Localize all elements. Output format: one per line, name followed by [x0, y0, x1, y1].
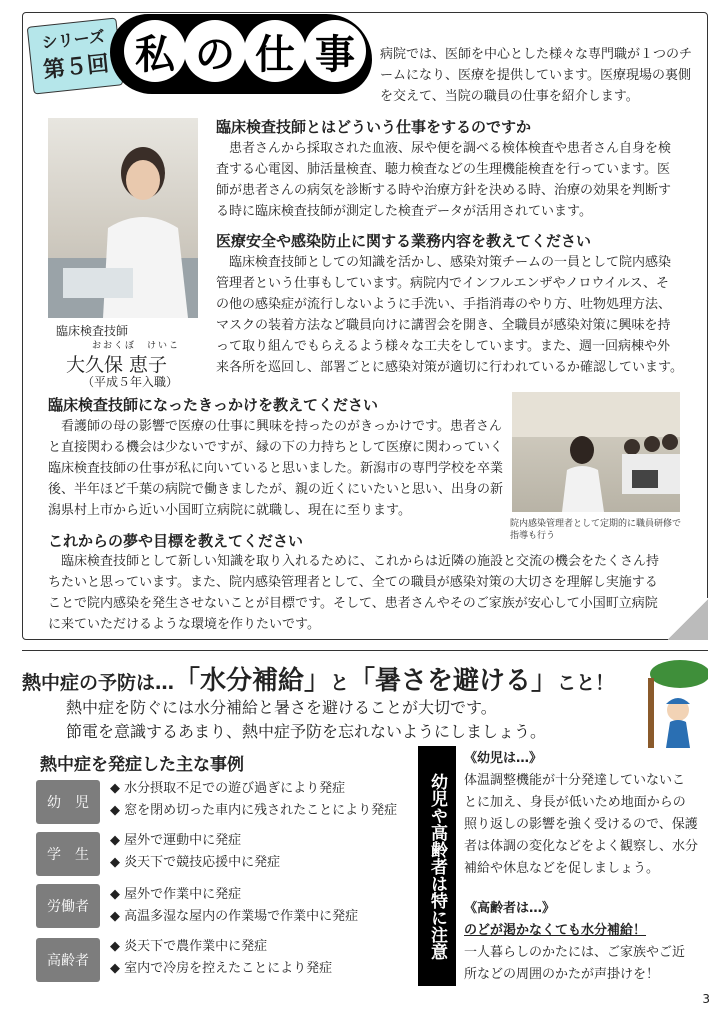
elderly-cases — [110, 936, 332, 980]
cases-heading: 熱中症を発症した主な事例 — [40, 755, 244, 775]
q2-body — [216, 252, 706, 378]
q1-body — [216, 138, 704, 222]
heatstroke-title-mid: と — [330, 672, 350, 694]
profile-furigana: おおくぼ けいこ — [92, 341, 181, 351]
profile-role: 臨床検査技師 — [56, 324, 129, 338]
series-label: シリーズ — [40, 26, 106, 53]
case-item: ◆ 屋外で運動中に発症 — [110, 833, 242, 848]
intro-text: 病院では、医師を中心とした様々な専門職が１つのチームになり、医療を提供しています。医療現場の裏側を交えて、当院の職員の仕事を紹介します。 — [380, 47, 693, 104]
q4-line: に来ていただけるような環境を作りたいです。 — [48, 617, 320, 632]
infant-cases — [110, 778, 397, 822]
q4-line: 臨床検査技師として新しい知識を取り入れるために、これからは近隣の施設と交流の機会をたくさん持 — [61, 554, 660, 569]
worker-cases — [110, 884, 358, 928]
section-divider — [22, 650, 708, 651]
q2-line: マスクの装着方法など職員向けに講習会を開き、全職員が感染対策に興味を持 — [216, 318, 671, 333]
q2-line: 管理者という仕事もしています。病院内でインフルエンザやノロウイルス、そ — [216, 276, 670, 291]
title-char: の — [184, 20, 246, 82]
student-cases — [110, 830, 280, 874]
case-item: ◆ 室内で冷房を控えたことにより発症 — [110, 961, 333, 976]
infant-advice — [464, 748, 706, 880]
case-item: ◆ 屋外で作業中に発症 — [110, 887, 242, 902]
q4-line: ちたいと思っています。また、院内感染管理者として、全ての職員が感染対策の大切さを理解し実施する — [48, 575, 658, 590]
infant-advice-line: とに加え、身長が低いため地面からの — [464, 795, 686, 810]
infant-advice-title: 《幼児は…》 — [464, 751, 543, 766]
heatstroke-title-post: こと！ — [557, 672, 615, 694]
q2-line: 来各所を巡回し、部署ごとに感染対策が適切に行われているか確認しています。 — [216, 360, 683, 375]
category-worker: 労働者 — [36, 884, 100, 928]
infant-advice-line: 体温調整機能が十分発達していないこ — [464, 773, 686, 788]
q4-heading: これからの夢や目標を教えてください — [48, 532, 304, 550]
case-item: ◆ 窓を閉め切った車内に残されたことにより発症 — [110, 803, 398, 818]
series-badge — [27, 17, 124, 94]
infant-advice-line: 者は体調の変化などをよく観察し、水分 — [464, 839, 699, 854]
elderly-advice-line: 所などの周囲のかたが声掛けを！ — [464, 967, 660, 982]
training-photo — [512, 392, 680, 512]
heatstroke-message-2: 節電を意識するあまり、熱中症予防を忘れないようにしましょう。 — [66, 722, 547, 741]
q1-line: 師が患者さんの病気を診断する時や治療方針を決める時、治療の効果を判断す — [216, 183, 672, 198]
title-char: 仕 — [244, 20, 306, 82]
caution-banner: 幼児や高齢者は特に注意 — [418, 746, 456, 986]
infant-advice-line: 補給や休息などを促しましょう。 — [464, 861, 660, 876]
q2-line: って取り組んでもらえるよう様々な工夫をしています。また、週一回病棟や外 — [216, 339, 670, 354]
q1-line: 患者さんから採取された血液、尿や便を調べる検体検査や患者さん自身を検 — [229, 141, 672, 156]
elderly-advice-sub: のどが渇かなくても水分補給！ — [464, 923, 647, 938]
heatstroke-title-q2: 「暑さを避ける」 — [349, 666, 558, 696]
elderly-advice-line: 一人暮らしのかたには、ご家族やご近 — [464, 945, 686, 960]
q3-line: 後、半年ほど千葉の病院で働きましたが、親の近くにいたいと思い、出身の新 — [48, 482, 504, 497]
q3-line: 臨床検査技師の仕事が私に向いていると思いました。新潟市の専門学校を卒業 — [48, 461, 504, 476]
title-char: 事 — [304, 20, 366, 82]
infant-advice-line: 照り返しの影響を強く受けるので、保護 — [464, 817, 698, 832]
training-photo-caption: 院内感染管理者として定期的に職員研修で指導も行う — [510, 519, 682, 541]
category-student: 学 生 — [36, 832, 100, 876]
case-item: ◆ 水分摂取不足での遊び過ぎにより発症 — [110, 781, 346, 796]
case-item: ◆ 高温多湿な屋内の作業場で作業中に発症 — [110, 909, 359, 924]
heatstroke-title-q1: 「水分補給」 — [174, 666, 331, 696]
q4-body — [48, 551, 688, 635]
q3-line: 看護師の母の影響で医療の仕事に興味を持ったのがきっかけです。患者さん — [61, 419, 502, 434]
profile-joined: （平成５年入職） — [82, 375, 179, 389]
q3-line: 潟県村上市から近い小国町立病院に就職し、現在に至ります。 — [48, 503, 411, 518]
elderly-advice — [464, 898, 706, 986]
category-elderly: 高齢者 — [36, 938, 100, 982]
q4-line: ことで院内感染を発生させないことが目標です。そして、患者さんやそのご家族が安心して小国町立病院 — [48, 596, 658, 611]
case-item: ◆ 炎天下で農作業中に発症 — [110, 939, 268, 954]
page-number: 3 — [702, 992, 710, 1006]
heatstroke-title — [22, 660, 614, 697]
category-infant: 幼 児 — [36, 780, 100, 824]
q3-body — [48, 416, 504, 521]
q2-heading: 医療安全や感染防止に関する業務内容を教えてください — [216, 232, 592, 250]
q1-line: 査する心電図、肺活量検査、聴力検査などの生理機能検査を行っています。医 — [216, 162, 670, 177]
profile-name: 大久保 恵子 — [66, 354, 168, 376]
training-scene — [512, 392, 680, 512]
series-number: 第５回 — [42, 51, 111, 84]
portrait-figure — [48, 118, 198, 318]
title-char: 私 — [124, 20, 186, 82]
elderly-advice-title: 《高齢者は…》 — [464, 901, 556, 916]
q3-line: と直接関わる機会は少ないですが、縁の下の力持ちとして医療に関わっていく — [48, 440, 503, 455]
q2-line: 臨床検査技師としての知識を活かし、感染対策チームの一員として院内感染 — [229, 255, 672, 270]
q1-line: る時に臨床検査技師が測定した検査データが活用されています。 — [216, 204, 592, 219]
portrait-photo — [48, 118, 198, 318]
heatstroke-title-pre: 熱中症の予防は… — [22, 672, 175, 694]
q1-heading: 臨床検査技師とはどういう仕事をするのですか — [216, 118, 532, 136]
heatstroke-message-1: 熱中症を防ぐには水分補給と暑さを避けることが大切です。 — [66, 698, 497, 717]
q3-heading: 臨床検査技師になったきっかけを教えてください — [48, 396, 379, 414]
q2-line: の他の感染症が流行しないように手洗い、手指消毒のやり方、吐物処理方法、 — [216, 297, 672, 312]
case-item: ◆ 炎天下で競技応援中に発症 — [110, 855, 281, 870]
shade-person-illustration — [640, 652, 708, 752]
